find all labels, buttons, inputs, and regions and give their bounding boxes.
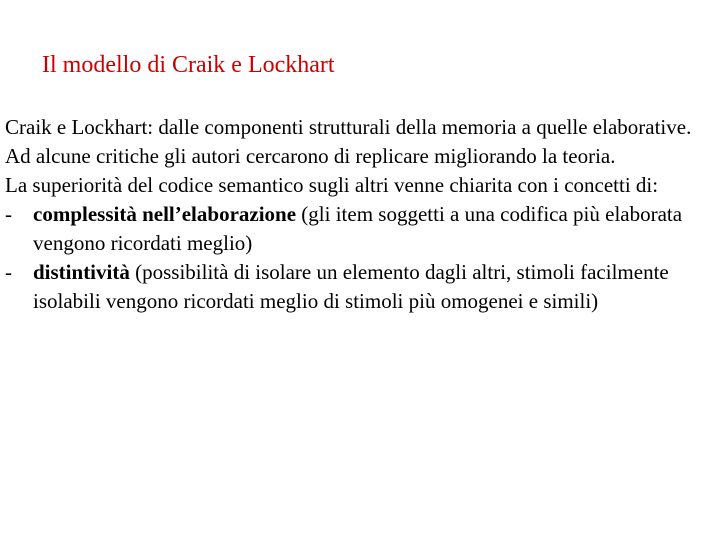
bullet-marker: - (5, 260, 12, 284)
bullet-marker: - (5, 202, 12, 226)
bullet-item-distinctiveness (5, 258, 710, 316)
bullet-term-complexity: complessità nell’elaborazione (33, 202, 297, 226)
slide-title: Il modello di Craik e Lockhart (42, 52, 335, 78)
slide-body (5, 113, 710, 316)
bullet-text-distinctiveness: (possibilità di isolare un elemento dagli altri, stimoli facilmente isolabili vengono ricordati meglio di stimoli più omogenei e simili) (33, 260, 669, 313)
paragraph-critiques: Ad alcune critiche gli autori cercarono di replicare migliorando la teoria. (5, 144, 616, 168)
paragraph-intro: Craik e Lockhart: dalle componenti strutturali della memoria a quelle elaborative. (5, 115, 692, 139)
bullet-text-complexity: (gli item soggetti a una codifica più elaborata vengono ricordati meglio) (33, 202, 683, 255)
paragraph-semantic-code: La superiorità del codice semantico sugli altri venne chiarita con i concetti di: (5, 173, 659, 197)
bullet-item-complexity (5, 200, 710, 258)
bullet-term-distinctiveness: distintività (33, 260, 130, 284)
